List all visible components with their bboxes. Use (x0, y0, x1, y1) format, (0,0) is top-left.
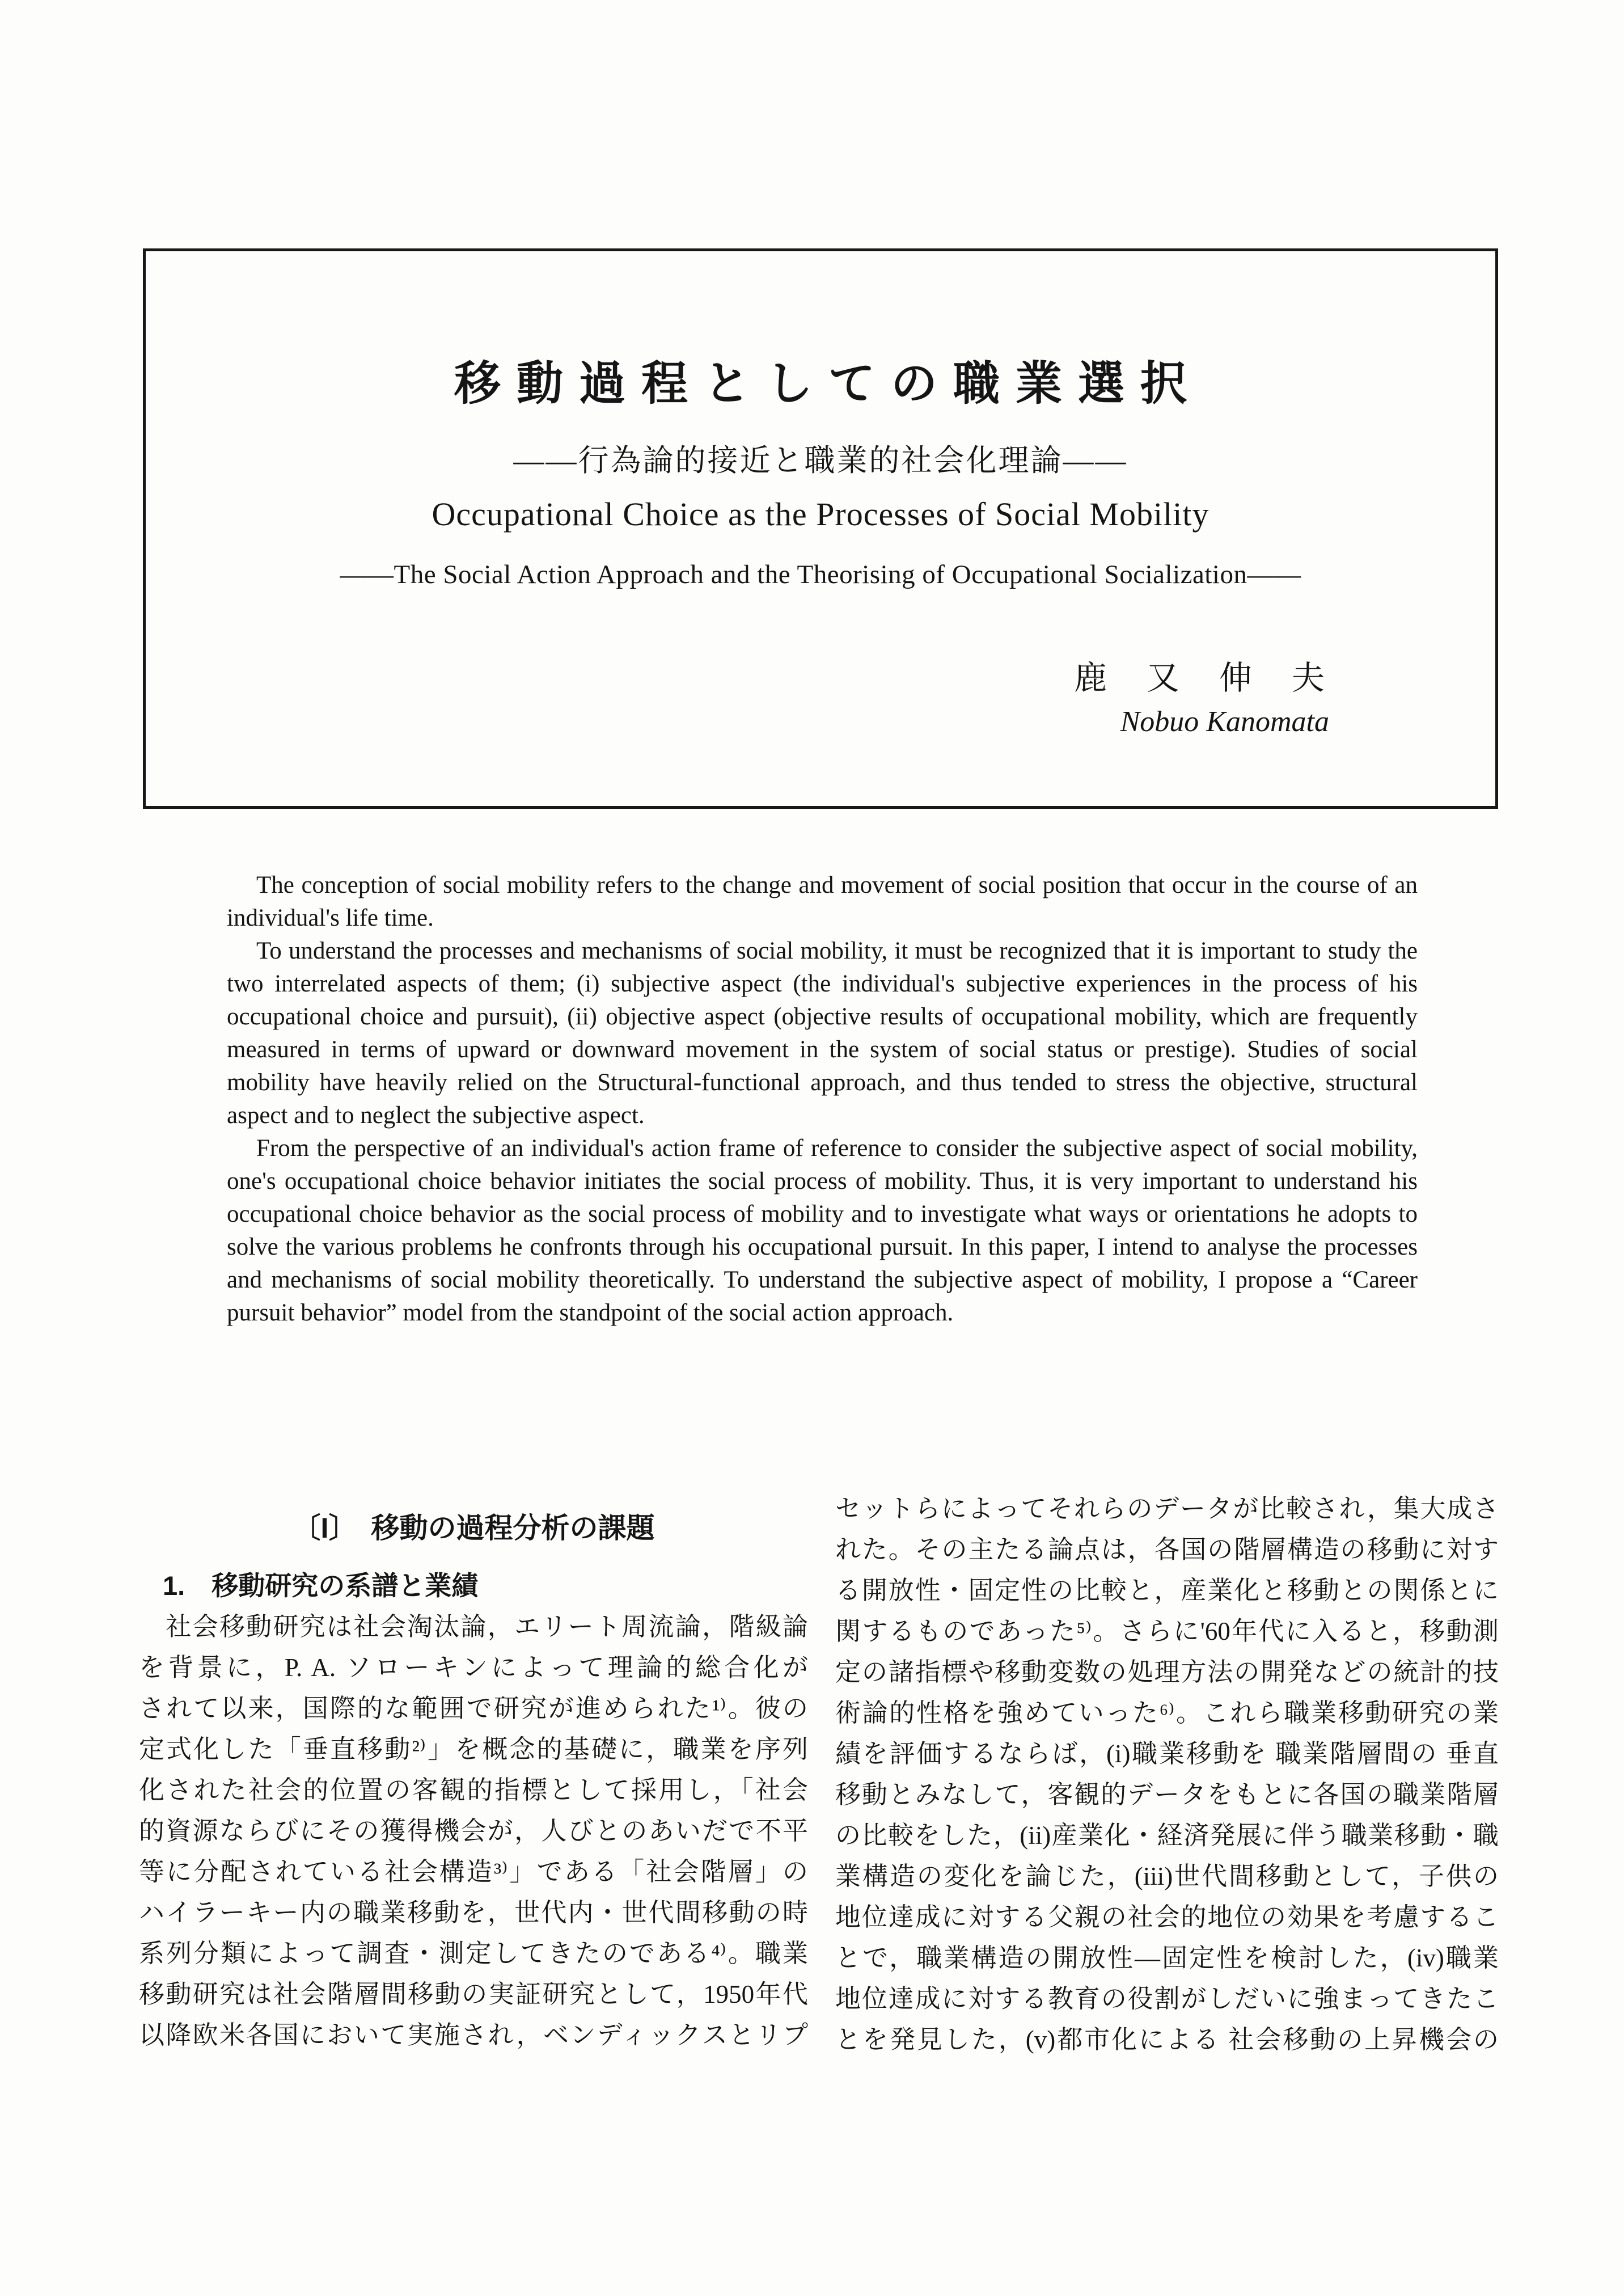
paper-title-japanese: 移動過程としての職業選択 (454, 358, 1203, 410)
body-text-line: る開放性・固定性の比較と，産業化と移動との関係とに (835, 1576, 1499, 1605)
body-text-line: 的資源ならびにその獲得機会が，人びとのあいだで不平 (139, 1817, 808, 1845)
paper-subtitle-japanese: ——行為論的接近と職業的社会化理論—— (513, 444, 1128, 478)
body-text-line: 等に分配されている社会構造³⁾」である「社会階層」の (139, 1858, 808, 1886)
body-text-line: されて以来，国際的な範囲で研究が進められた¹⁾。彼の (139, 1694, 808, 1723)
subsection-heading: 1. 移動研究の系譜と業績 (163, 1571, 479, 1601)
title-box (143, 248, 1498, 809)
body-text-line: 地位達成に対する教育の役割がしだいに強まってきたこ (835, 1985, 1499, 2013)
body-column-left (139, 1486, 808, 2056)
paper-subtitle-english: ——The Social Action Approach and the Theorising of Occupational Socialization—— (340, 560, 1301, 589)
body-text-line: を背景に，P. A. ソローキンによって理論的総合化が (139, 1653, 808, 1682)
right-column-text (835, 1488, 1499, 2060)
body-text-line: 定の諸指標や移動変数の処理方法の開発などの統計的技 (835, 1658, 1499, 1686)
english-abstract (227, 869, 1418, 1330)
author-name-japanese: 鹿 又 伸 夫 (1073, 660, 1328, 697)
body-text-line: とを発見した，(v)都市化による 社会移動の上昇機会の (835, 2025, 1499, 2054)
body-text-line: 術論的性格を強めていった⁶⁾。これら職業移動研究の業 (835, 1699, 1499, 1727)
body-text-line: 化された社会的位置の客観的指標として採用し，「社会 (139, 1776, 808, 1804)
body-text-line: 以降欧米各国において実施され，ベンディックスとリプ (139, 2021, 808, 2049)
body-text-line: セットらによってそれらのデータが比較され，集大成さ (835, 1495, 1499, 1523)
paper-title-english: Occupational Choice as the Processes of Social Mobility (432, 496, 1209, 533)
body-text-line: 地位達成に対する父親の社会的地位の効果を考慮するこ (835, 1903, 1499, 1931)
body-text-line: 関するものであった⁵⁾。さらに'60年代に入ると，移動測 (835, 1617, 1499, 1645)
body-text-line: ハイラーキー内の職業移動を，世代内・世代間移動の時 (139, 1898, 808, 1927)
body-text-line: 移動研究は社会階層間移動の実証研究として，1950年代 (139, 1980, 808, 2008)
body-text-line: 移動とみなして，客観的データをもとに各国の職業階層 (835, 1780, 1499, 1809)
body-text-line: 系列分類によって調査・測定してきたのである⁴⁾。職業 (139, 1939, 808, 1968)
abstract-paragraph: The conception of social mobility refers to the change and movement of social position that occur in the course of an individual's life time. (227, 872, 1418, 931)
body-text-line: とで，職業構造の開放性―固定性を検討した，(iv)職業 (835, 1944, 1499, 1972)
body-text-line: 社会移動研究は社会淘汰論，エリート周流論，階級論 (139, 1613, 808, 1641)
body-column-right (835, 1486, 1499, 2060)
body-text-line: 績を評価するならば，(i)職業移動を 職業階層間の 垂直 (835, 1740, 1499, 1768)
body-text-line: の比較をした，(ii)産業化・経済発展に伴う職業移動・職 (835, 1821, 1499, 1850)
author-name-romanized: Nobuo Kanomata (1120, 706, 1329, 738)
body-text-line: 定式化した「垂直移動²⁾」を概念的基礎に，職業を序列 (139, 1735, 808, 1763)
abstract-paragraph: From the perspective of an individual's action frame of reference to consider the subjective aspect of social mobility, one's occupational choice behavior initiates the social process of mobility. Thus, it is very important to understand his occupational choice behavior as the social process of mobility and to investigate what ways or orientations he adopts to solve the various problems he confronts through his occupational pursuit. In this paper, I intend to analyse the processes and mechanisms of social mobility theoretically. To understand the subjective aspect of mobility, I propose a “Career pursuit behavior” model from the standpoint of the social action approach. (227, 1135, 1418, 1326)
abstract-paragraph: To understand the processes and mechanisms of social mobility, it must be recognized that it is important to study the two interrelated aspects of them; (i) subjective aspect (the individual's subjective experiences in the process of his occupational choice and pursuit), (ii) objective aspect (objective results of occupational mobility, which are frequently measured in terms of upward or downward movement in the system of social status or prestige). Studies of social mobility have heavily relied on the Structural-functional approach, and thus tended to stress the objective, structural aspect and to neglect the subjective aspect. (227, 938, 1418, 1129)
section-heading: 〔I〕 移動の過程分析の課題 (292, 1512, 655, 1544)
body-text-line: 業構造の変化を論じた，(iii)世代間移動として，子供の (835, 1862, 1499, 1890)
left-column-text (139, 1606, 808, 2056)
body-text-line: れた。その主たる論点は，各国の階層構造の移動に対す (835, 1535, 1499, 1564)
